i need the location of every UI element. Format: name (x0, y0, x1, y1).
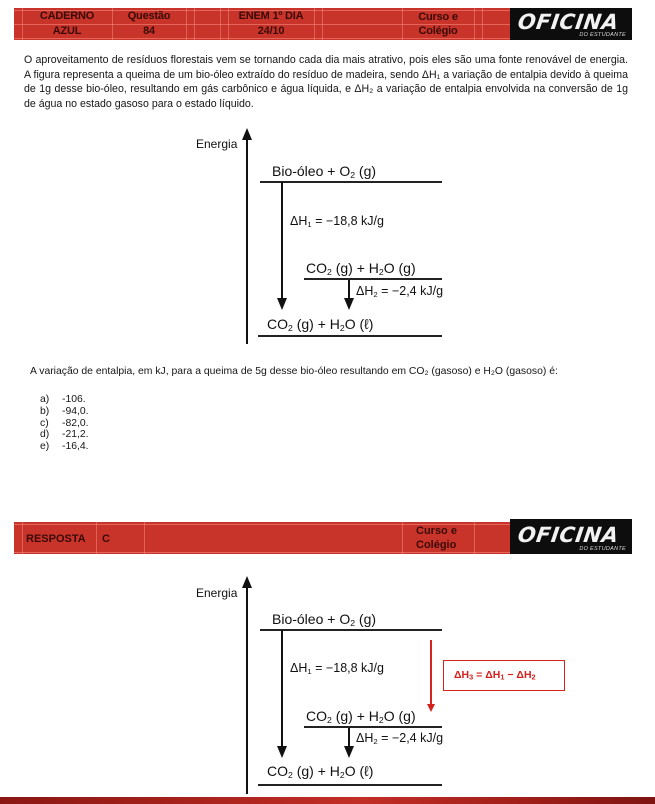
level-reactants: Bio-óleo + $O_2$ (g) (272, 163, 377, 181)
exam-label: ENEM 1º DIA (238, 10, 304, 22)
dh3-formula-box (443, 660, 565, 691)
dh2-arrowhead-answer (344, 746, 354, 758)
question-prompt: A variação de entalpia, em kJ, para a queima de 5g desse bio-óleo resultando em CO₂ (gasoso) e H₂O (gasoso) é: (30, 366, 558, 377)
option-c[interactable]: c) -82,0. (40, 417, 89, 429)
caderno-value: AZUL (52, 25, 82, 37)
level-line-reactants-answer (260, 629, 442, 631)
course-line1: Curso e (418, 11, 458, 23)
level-liquid-products-answer: $CO_2$ $(g) + H_2O$ (ℓ) (267, 763, 374, 781)
course-line2: Colégio (418, 25, 458, 37)
dh1-arrow-answer (281, 630, 283, 748)
dh1-label-answer: $\Delta H_1 = -18,8$ kJ/g (290, 661, 384, 676)
questao-label: Questão (127, 10, 171, 22)
option-e[interactable]: e) -16,4. (40, 441, 89, 453)
answer-course-line2: Colégio (416, 539, 457, 551)
dh1-arrowhead-answer (277, 746, 287, 758)
energy-axis-label: Energia (196, 137, 238, 151)
level-line-gas-products-answer (304, 726, 442, 728)
level-liquid-products: $CO_2$ $(g) + H_2O$ (ℓ) (267, 316, 374, 334)
answer-course-line1: Curso e (416, 525, 457, 537)
level-gas-products: $CO_2$ $(g) + H_2O$ (g) (306, 260, 416, 278)
logo-text: OFICINA (516, 10, 621, 34)
footer-bar (0, 797, 655, 804)
questao-value: 84 (143, 25, 155, 37)
answer-value: C (102, 533, 110, 545)
dh2-label-answer: $\Delta H_2 = -2,4$ kJ/g (356, 731, 444, 746)
energy-axis-label-answer: Energia (196, 586, 238, 600)
dh2-label: $\Delta H_2 = -2,4$ kJ/g (356, 284, 444, 299)
logo-subtext-answer: DO ESTUDANTE (579, 546, 626, 552)
level-reactants-answer: Bio-óleo + $O_2$ (g) (272, 611, 377, 629)
dh3-arrowhead (427, 704, 435, 712)
option-d[interactable]: d) -21,2. (40, 429, 89, 441)
energy-axis-answer (246, 586, 248, 794)
level-gas-products-answer: $CO_2$ $(g) + H_2O$ (g) (306, 708, 416, 726)
option-b[interactable]: b) -94,0. (40, 405, 89, 417)
dh3-arrow (430, 640, 432, 708)
dh2-arrow-answer (348, 728, 350, 748)
answer-label: RESPOSTA (26, 533, 86, 545)
logo-subtext: DO ESTUDANTE (579, 32, 626, 38)
logo-text-answer: OFICINA (516, 523, 621, 547)
caderno-label: CADERNO (39, 10, 95, 22)
option-a[interactable]: a) -106. (40, 394, 86, 405)
question-intro: O aproveitamento de resíduos florestais vem se tornando cada dia mais atrativo, pois eles são uma fonte renovável de energia. A figura representa a queima de um bio-óleo extraído do resíduo de madeira, sendo ΔH₁ a variação de entalpia devido à queima de 1g desse bio-óleo, resultando em gás carbônico e água líquida, e ΔH₂ a variação de entalpia envolvida na conversão de 1g de água no estado gasoso para o estado líquido. (24, 54, 628, 110)
dh1-label: $\Delta H_1 = -18,8$ kJ/g (290, 214, 384, 229)
level-line-liquid-products-answer (258, 784, 442, 786)
exam-date: 24/10 (257, 25, 285, 37)
dh3-formula: $\Delta H_3 = \Delta H_1 - \Delta H_2$ (454, 669, 536, 682)
